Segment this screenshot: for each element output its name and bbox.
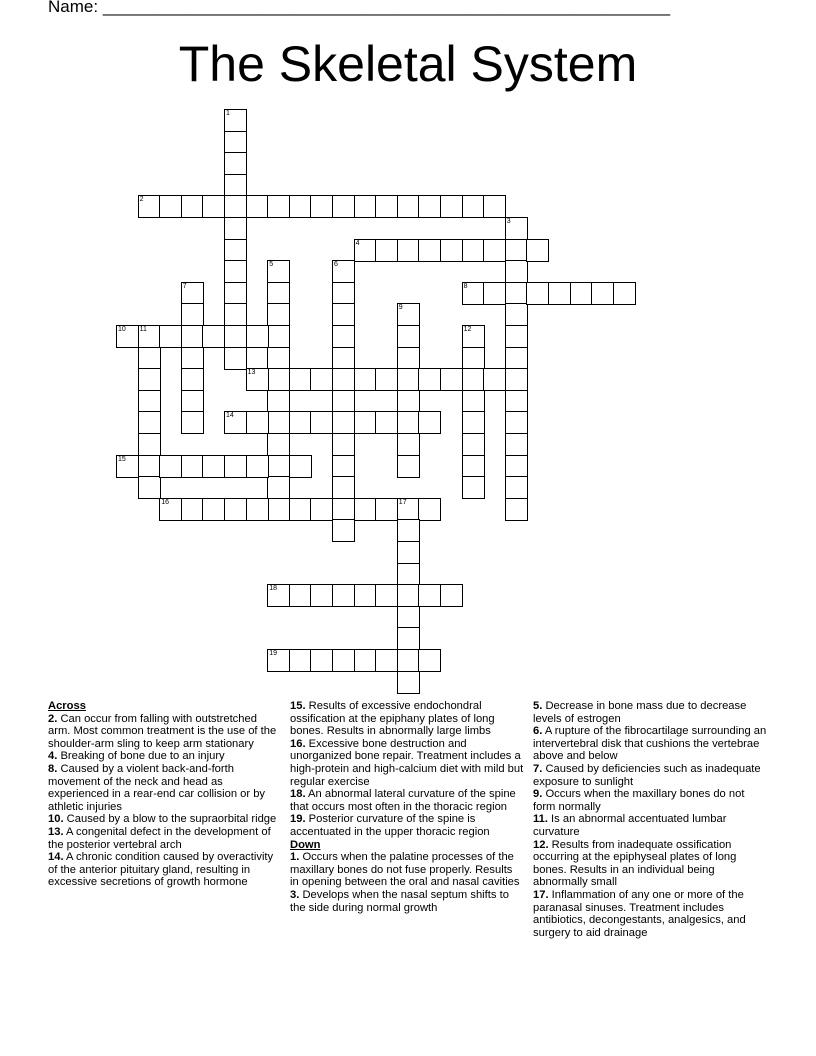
grid-cell[interactable] <box>397 541 420 564</box>
name-blank-line: ____________________________________________________________ <box>102 0 671 16</box>
grid-cell[interactable] <box>440 584 463 607</box>
clue-across-4: 4. Breaking of bone due to an injury <box>48 750 225 763</box>
clue-across-19: 19. Posterior curvature of the spine is accentuated in the upper thoracic region <box>290 813 490 838</box>
clue-down-6: 6. A rupture of the fibrocartilage surrounding an intervertebral disk that cushions the vertebrae above and below <box>533 725 767 763</box>
grid-cell[interactable] <box>332 411 355 434</box>
grid-cell[interactable] <box>462 476 485 499</box>
grid-cell[interactable] <box>267 390 290 413</box>
grid-cell[interactable] <box>267 584 290 607</box>
grid-cell[interactable] <box>224 411 247 434</box>
grid-cell[interactable] <box>224 152 247 175</box>
grid-cell[interactable] <box>332 519 355 542</box>
grid-cell[interactable] <box>267 325 290 348</box>
grid-cell[interactable] <box>181 282 204 305</box>
grid-cell[interactable] <box>267 476 290 499</box>
grid-cell[interactable] <box>138 411 161 434</box>
clue-number: 4 <box>355 239 360 247</box>
clue-number: 17 <box>398 498 407 506</box>
grid-cell[interactable] <box>224 217 247 240</box>
grid-cell[interactable] <box>159 455 182 478</box>
page-title: The Skeletal System <box>178 36 638 92</box>
grid-cell[interactable] <box>375 239 398 262</box>
grid-cell[interactable] <box>548 282 571 305</box>
grid-cell[interactable] <box>505 260 528 283</box>
grid-cell[interactable] <box>332 368 355 391</box>
grid-cell[interactable] <box>418 368 441 391</box>
grid-cell[interactable] <box>375 411 398 434</box>
grid-cell[interactable] <box>505 476 528 499</box>
grid-cell[interactable] <box>267 368 290 391</box>
grid-cell[interactable] <box>440 239 463 262</box>
clue-across-13: 13. A congenital defect in the development of the posterior vertebral arch <box>48 825 271 851</box>
clue-across-15: 15. Results of excessive endochondral ossification at the epiphany plates of long bones. Results in abnormally large limbs <box>290 700 495 738</box>
clue-down-9: 9. Occurs when the maxillary bones do not form normally <box>533 788 745 813</box>
grid-cell[interactable] <box>267 303 290 326</box>
grid-cell[interactable] <box>202 325 225 348</box>
grid-cell[interactable] <box>418 498 441 521</box>
grid-cell[interactable] <box>138 455 161 478</box>
clue-down-17: 17. Inflammation of any one or more of the paranasal sinuses. Treatment includes antibiotics, decongestants, analgesics, and surgery to aid drainage <box>533 888 746 939</box>
grid-cell[interactable] <box>397 519 420 542</box>
grid-cell[interactable] <box>462 368 485 391</box>
grid-cell[interactable] <box>310 498 333 521</box>
grid-cell[interactable] <box>354 584 377 607</box>
grid-cell[interactable] <box>159 325 182 348</box>
grid-cell[interactable] <box>181 498 204 521</box>
grid-cell[interactable] <box>310 584 333 607</box>
grid-cell[interactable] <box>332 390 355 413</box>
clue-number: 8 <box>463 282 468 290</box>
grid-cell[interactable] <box>332 282 355 305</box>
grid-cell[interactable] <box>310 195 333 218</box>
grid-cell[interactable] <box>462 325 485 348</box>
grid-cell[interactable] <box>267 282 290 305</box>
grid-cell[interactable] <box>246 498 269 521</box>
grid-cell[interactable] <box>310 411 333 434</box>
clue-column-1 <box>48 700 280 889</box>
grid-cell[interactable] <box>354 239 377 262</box>
grid-cell[interactable] <box>375 584 398 607</box>
clue-column-3 <box>533 700 769 939</box>
grid-cell[interactable] <box>418 411 441 434</box>
grid-cell[interactable] <box>224 131 247 154</box>
grid-cell[interactable] <box>267 195 290 218</box>
grid-cell[interactable] <box>332 325 355 348</box>
clue-across-16: 16. Excessive bone destruction and unorganized bone repair. Treatment includes a high-protein and high-calcium diet with mild but regular exercise <box>290 737 524 788</box>
grid-cell[interactable] <box>375 649 398 672</box>
clue-number: 5 <box>269 261 274 269</box>
clue-across-10: 10. Caused by a blow to the supraorbital ridge <box>48 813 277 826</box>
clue-down-11: 11. Is an abnormal accentuated lumbar curvature <box>533 813 727 838</box>
grid-cell[interactable] <box>483 195 506 218</box>
grid-cell[interactable] <box>418 195 441 218</box>
grid-cell[interactable] <box>289 584 312 607</box>
grid-cell[interactable] <box>181 347 204 370</box>
grid-cell[interactable] <box>483 239 506 262</box>
grid-cell[interactable] <box>462 411 485 434</box>
grid-cell[interactable] <box>246 411 269 434</box>
clue-across-2: 2. Can occur from falling with outstretched arm. Most common treatment is the use of the shoulder-arm sling to keep arm stationary <box>48 712 277 750</box>
grid-cell[interactable] <box>159 195 182 218</box>
grid-cell[interactable] <box>418 584 441 607</box>
grid-cell[interactable] <box>181 195 204 218</box>
clue-number: 18 <box>269 585 277 593</box>
grid-cell[interactable] <box>310 368 333 391</box>
grid-cell[interactable] <box>570 282 593 305</box>
grid-cell[interactable] <box>202 498 225 521</box>
grid-cell[interactable] <box>462 390 485 413</box>
grid-cell[interactable] <box>289 498 312 521</box>
grid-cell[interactable] <box>159 498 182 521</box>
grid-cell[interactable] <box>375 195 398 218</box>
grid-cell[interactable] <box>138 195 161 218</box>
grid-cell[interactable] <box>462 195 485 218</box>
grid-cell[interactable] <box>138 390 161 413</box>
clue-number: 11 <box>139 326 147 333</box>
grid-cell[interactable] <box>202 195 225 218</box>
grid-cell[interactable] <box>246 368 269 391</box>
grid-cell[interactable] <box>181 368 204 391</box>
grid-cell[interactable] <box>397 455 420 478</box>
grid-cell[interactable] <box>332 498 355 521</box>
clue-number: 19 <box>269 650 277 657</box>
grid-cell[interactable] <box>397 390 420 413</box>
grid-cell[interactable] <box>224 303 247 326</box>
grid-cell[interactable] <box>462 347 485 370</box>
grid-cell[interactable] <box>224 455 247 478</box>
clue-column-2 <box>290 700 524 914</box>
grid-cell[interactable] <box>267 347 290 370</box>
grid-cell[interactable] <box>246 195 269 218</box>
grid-cell[interactable] <box>138 433 161 456</box>
grid-cell[interactable] <box>397 584 420 607</box>
grid-cell[interactable] <box>397 433 420 456</box>
grid-cell[interactable] <box>267 411 290 434</box>
clue-number: 13 <box>247 369 256 377</box>
grid-cell[interactable] <box>267 498 290 521</box>
grid-cell[interactable] <box>397 368 420 391</box>
grid-cell[interactable] <box>332 303 355 326</box>
grid-cell[interactable] <box>505 347 528 370</box>
grid-cell[interactable] <box>332 260 355 283</box>
grid-cell[interactable] <box>397 627 420 650</box>
grid-cell[interactable] <box>138 325 161 348</box>
clue-across-8: 8. Caused by a violent back-and-forth movement of the neck and head as experienced in a rear-end car collision or by athletic injuries <box>48 762 266 813</box>
grid-cell[interactable] <box>397 649 420 672</box>
grid-cell[interactable] <box>310 649 333 672</box>
grid-cell[interactable] <box>224 498 247 521</box>
grid-cell[interactable] <box>462 239 485 262</box>
grid-cell[interactable] <box>505 239 528 262</box>
grid-cell[interactable] <box>332 476 355 499</box>
grid-cell[interactable] <box>267 649 290 672</box>
grid-cell[interactable] <box>202 455 225 478</box>
grid-cell[interactable] <box>224 260 247 283</box>
clue-number: 10 <box>118 326 126 333</box>
grid-cell[interactable] <box>440 195 463 218</box>
clue-number: 7 <box>182 282 187 290</box>
grid-cell[interactable] <box>354 649 377 672</box>
grid-cell[interactable] <box>505 411 528 434</box>
grid-cell[interactable] <box>289 368 312 391</box>
clue-number: 2 <box>139 196 144 204</box>
grid-cell[interactable] <box>397 498 420 521</box>
grid-cell[interactable] <box>526 282 549 305</box>
grid-cell[interactable] <box>462 455 485 478</box>
clue-number: 12 <box>463 326 472 333</box>
grid-cell[interactable] <box>332 649 355 672</box>
grid-cell[interactable] <box>246 455 269 478</box>
grid-cell[interactable] <box>354 498 377 521</box>
grid-cell[interactable] <box>397 411 420 434</box>
clue-down-3: 3. Develops when the nasal septum shifts to the side during normal growth <box>290 888 509 914</box>
grid-cell[interactable] <box>397 347 420 370</box>
clue-number: 1 <box>226 110 230 117</box>
clue-down-12: 12. Results from inadequate ossification occurring at the epiphyseal plates of long bones. Results in an individual being abnormally small <box>533 838 737 889</box>
grid-cell[interactable] <box>289 195 312 218</box>
grid-cell[interactable] <box>354 411 377 434</box>
grid-cell[interactable] <box>397 325 420 348</box>
grid-cell[interactable] <box>505 390 528 413</box>
grid-cell[interactable] <box>397 195 420 218</box>
grid-cell[interactable] <box>224 239 247 262</box>
grid-cell[interactable] <box>505 368 528 391</box>
grid-cell[interactable] <box>505 303 528 326</box>
grid-cell[interactable] <box>138 368 161 391</box>
grid-cell[interactable] <box>397 239 420 262</box>
grid-cell[interactable] <box>224 325 247 348</box>
grid-cell[interactable] <box>289 649 312 672</box>
grid-cell[interactable] <box>332 584 355 607</box>
grid-cell[interactable] <box>375 498 398 521</box>
grid-cell[interactable] <box>505 282 528 305</box>
clue-across-18: 18. An abnormal lateral curvature of the spine that occurs most often in the thoracic region <box>290 788 516 813</box>
grid-cell[interactable] <box>116 325 139 348</box>
grid-cell[interactable] <box>397 563 420 586</box>
grid-cell[interactable] <box>397 303 420 326</box>
grid-cell[interactable] <box>483 368 506 391</box>
grid-cell[interactable] <box>354 195 377 218</box>
grid-cell[interactable] <box>526 239 549 262</box>
clue-number: 15 <box>118 455 126 463</box>
grid-cell[interactable] <box>224 347 247 370</box>
grid-cell[interactable] <box>267 433 290 456</box>
grid-cell[interactable] <box>181 390 204 413</box>
grid-cell[interactable] <box>418 649 441 672</box>
grid-cell[interactable] <box>224 109 247 132</box>
grid-cell[interactable] <box>440 368 463 391</box>
grid-cell[interactable] <box>224 195 247 218</box>
grid-cell[interactable] <box>116 455 139 478</box>
grid-cell[interactable] <box>613 282 636 305</box>
grid-cell[interactable] <box>289 455 312 478</box>
grid-cell[interactable] <box>181 455 204 478</box>
grid-cell[interactable] <box>397 606 420 629</box>
grid-cell[interactable] <box>332 195 355 218</box>
grid-cell[interactable] <box>354 368 377 391</box>
grid-cell[interactable] <box>591 282 614 305</box>
grid-cell[interactable] <box>505 498 528 521</box>
grid-cell[interactable] <box>138 476 161 499</box>
grid-cell[interactable] <box>267 455 290 478</box>
grid-cell[interactable] <box>181 411 204 434</box>
across-header: Across <box>48 700 86 712</box>
grid-cell[interactable] <box>505 217 528 240</box>
grid-cell[interactable] <box>289 411 312 434</box>
name-label: Name: <box>48 0 99 16</box>
grid-cell[interactable] <box>332 455 355 478</box>
grid-cell[interactable] <box>267 260 290 283</box>
grid-cell[interactable] <box>483 282 506 305</box>
grid-cell[interactable] <box>332 347 355 370</box>
grid-cell[interactable] <box>505 433 528 456</box>
grid-cell[interactable] <box>181 303 204 326</box>
down-header: Down <box>290 838 321 851</box>
clue-across-14: 14. A chronic condition caused by overactivity of the anterior pituitary gland, resulting in excessive secretions of growth hormone <box>48 851 274 889</box>
clue-down-1: 1. Occurs when the palatine processes of the maxillary bones do not fuse properly. Results in opening between the oral and nasal cavities <box>290 851 520 889</box>
grid-cell[interactable] <box>375 368 398 391</box>
grid-cell[interactable] <box>418 239 441 262</box>
grid-cell[interactable] <box>332 433 355 456</box>
clue-number: 9 <box>398 304 403 312</box>
grid-cell[interactable] <box>397 671 420 694</box>
clue-number: 16 <box>161 498 169 506</box>
grid-cell[interactable] <box>505 455 528 478</box>
grid-cell[interactable] <box>462 433 485 456</box>
clue-down-7: 7. Caused by deficiencies such as inadequate exposure to sunlight <box>533 762 761 788</box>
clue-number: 6 <box>334 261 338 269</box>
grid-cell[interactable] <box>138 347 161 370</box>
grid-cell[interactable] <box>181 325 204 348</box>
grid-cell[interactable] <box>246 325 269 348</box>
grid-cell[interactable] <box>224 174 247 197</box>
grid-cell[interactable] <box>224 282 247 305</box>
clue-down-5: 5. Decrease in bone mass due to decrease levels of estrogen <box>533 700 747 725</box>
grid-cell[interactable] <box>505 325 528 348</box>
grid-cell[interactable] <box>462 282 485 305</box>
clue-number: 3 <box>506 218 511 225</box>
clue-number: 14 <box>226 412 234 420</box>
